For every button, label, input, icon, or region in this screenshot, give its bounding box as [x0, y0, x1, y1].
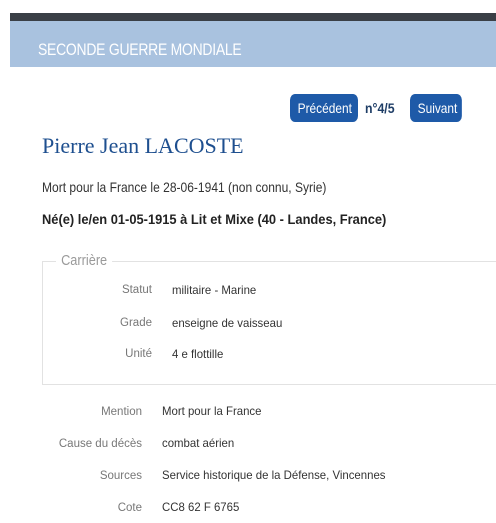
detail-label-mention: Mention [101, 406, 142, 418]
section-title: SECONDE GUERRE MONDIALE [38, 40, 242, 59]
death-info: Mort pour la France le 28-06-1941 (non connu, Syrie) [42, 179, 327, 195]
career-value-grade: enseigne de vaisseau [172, 316, 283, 330]
detail-value-sources: Service historique de la Défense, Vincennes [162, 468, 386, 482]
career-label-statut: Statut [121, 284, 152, 296]
next-button[interactable]: Suivant [410, 94, 462, 122]
career-label-grade: Grade [120, 317, 152, 329]
previous-button[interactable]: Précédent [290, 94, 358, 122]
career-value-unite: 4 e flottille [172, 347, 224, 361]
detail-label-sources: Sources [99, 470, 142, 482]
detail-value-mention: Mort pour la France [162, 404, 262, 418]
birth-info: Né(e) le/en 01-05-1915 à Lit et Mixe (40 - Landes, France) [42, 211, 387, 227]
detail-value-cause: combat aérien [162, 436, 235, 450]
career-value-statut: militaire - Marine [172, 283, 257, 297]
header-banner [10, 21, 496, 67]
career-label-unite: Unité [125, 348, 152, 360]
top-bar [10, 13, 496, 21]
detail-value-cote: CC8 62 F 6765 [162, 500, 240, 514]
person-name: Pierre Jean LACOSTE [42, 133, 244, 158]
detail-label-cote: Cote [117, 502, 142, 514]
record-counter: n°4/5 [365, 100, 395, 116]
career-legend: Carrière [56, 252, 112, 269]
detail-label-cause: Cause du décès [58, 438, 142, 450]
